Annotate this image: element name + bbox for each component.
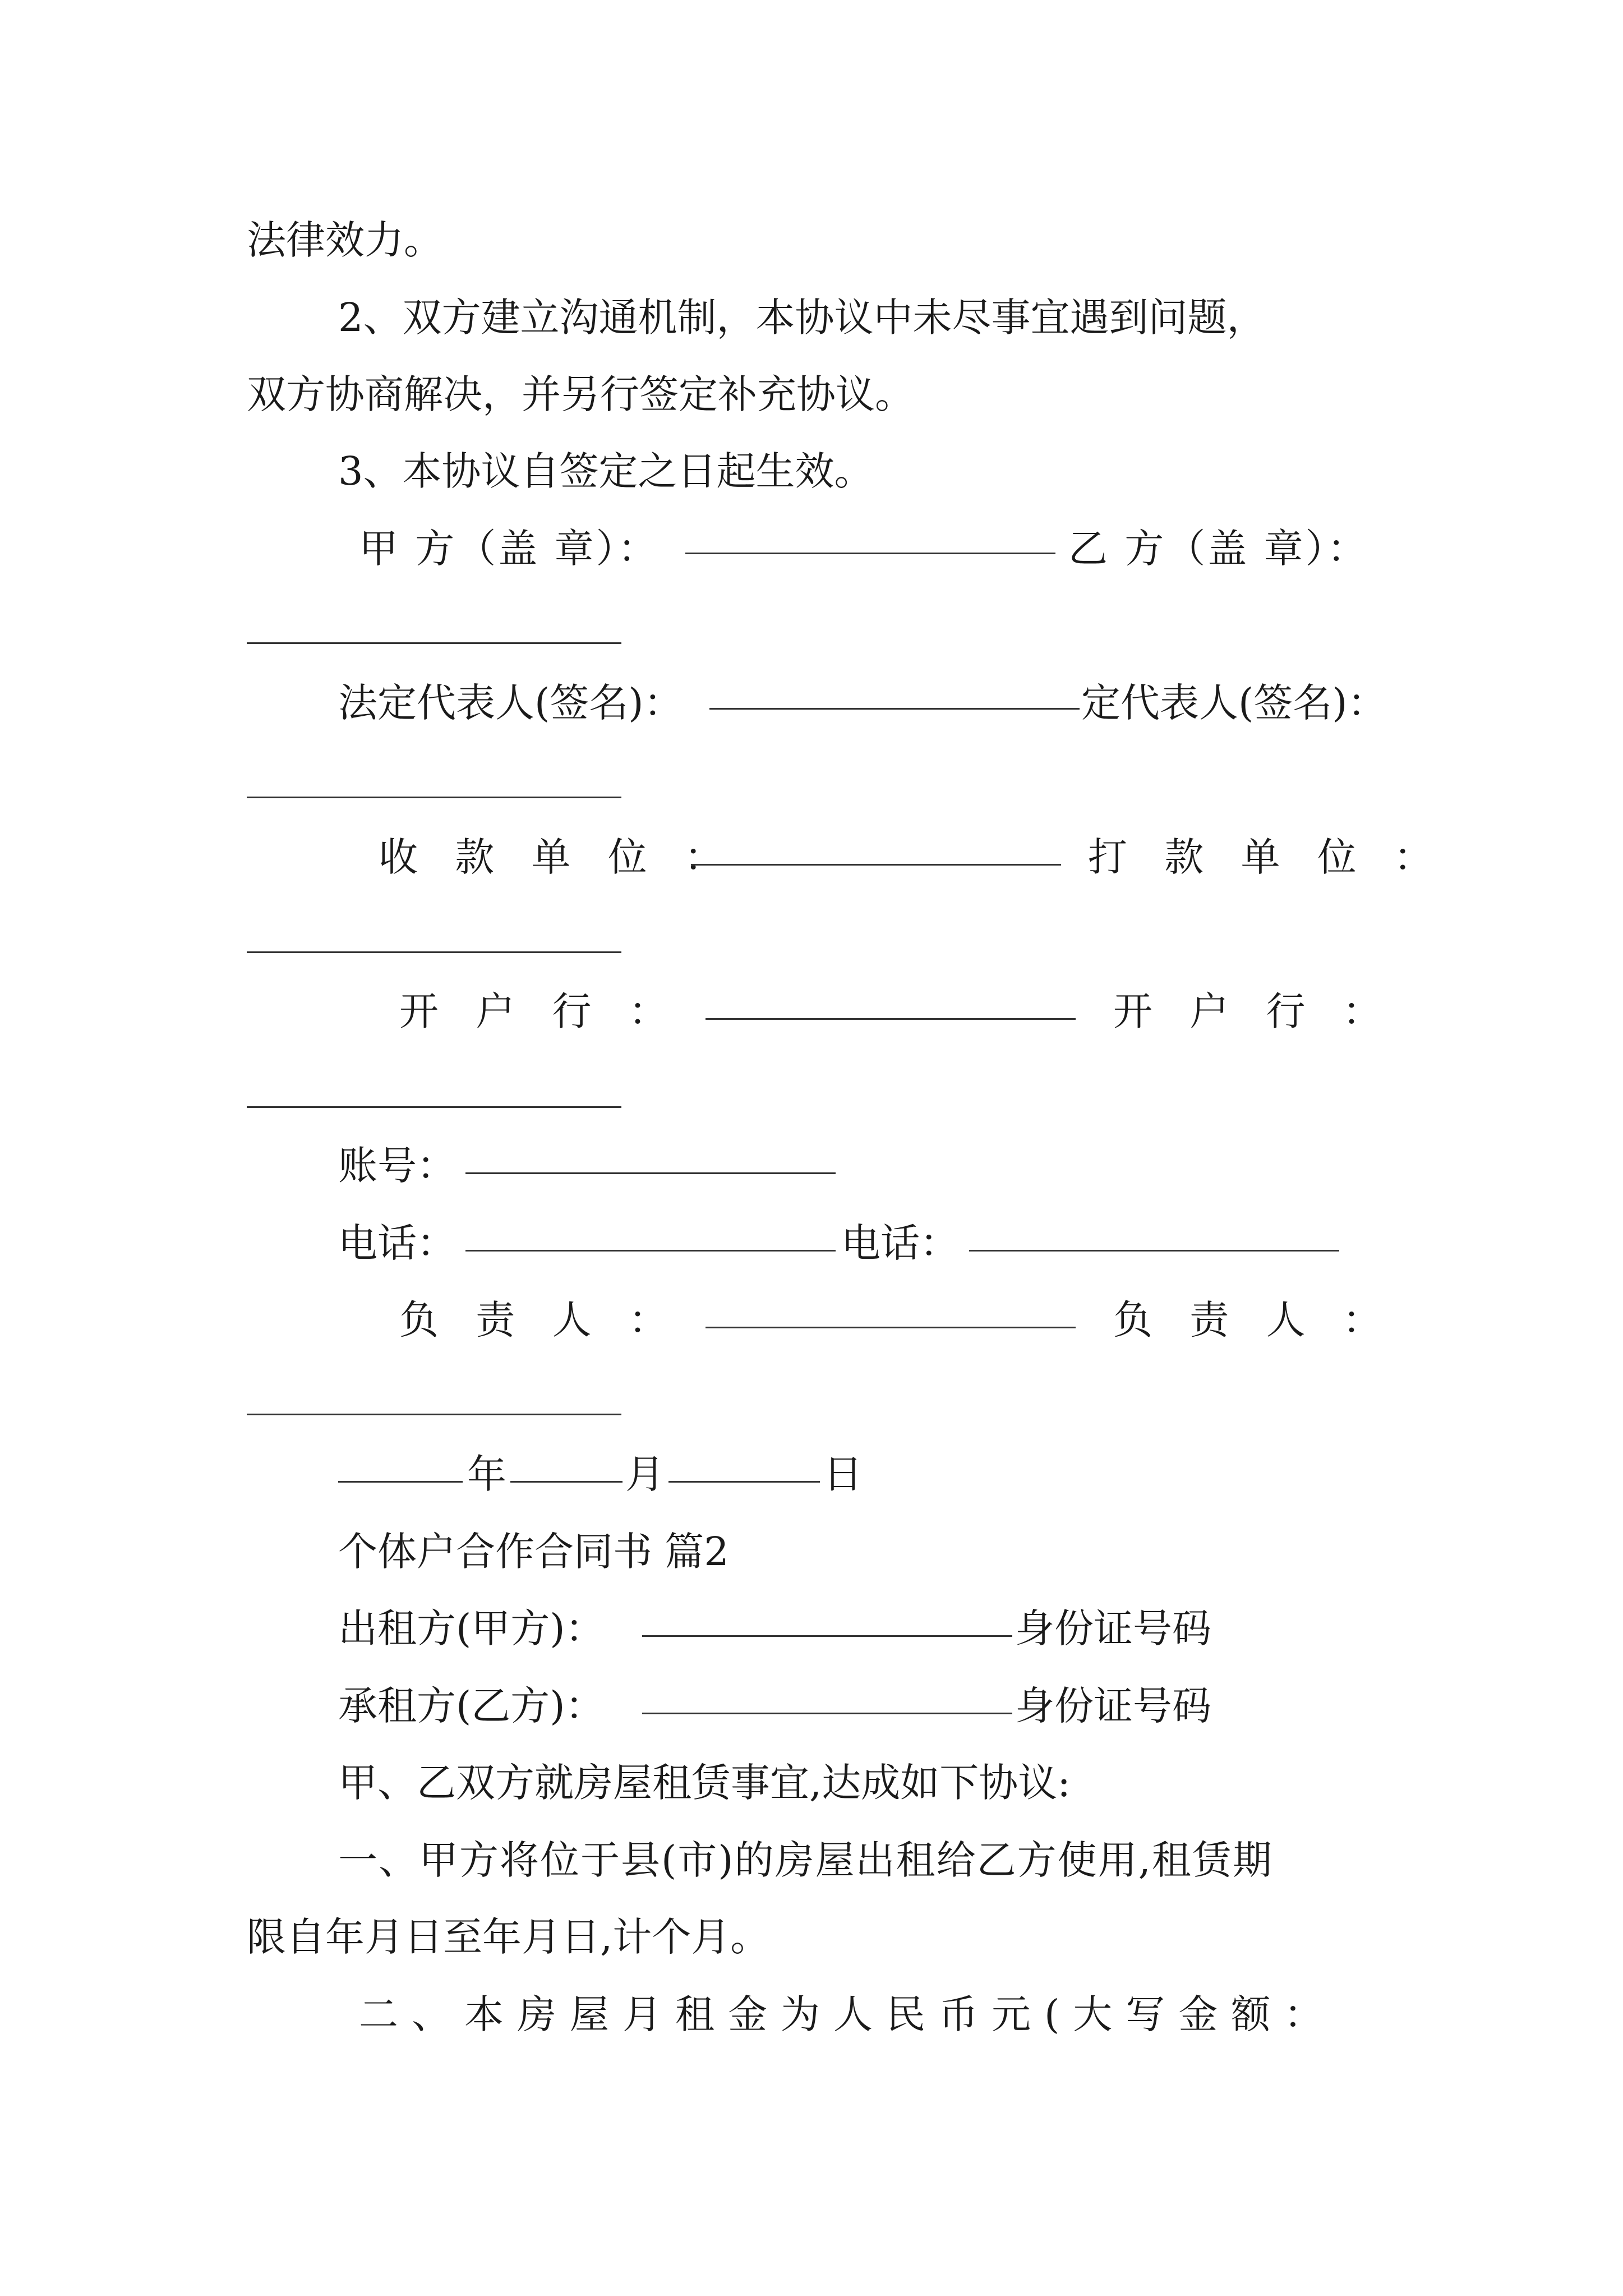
account-label: 账号： (338, 1143, 456, 1189)
phone-a-label: 电话： (338, 1220, 456, 1266)
legal-rep-b-label: 定代表人(签名)： (1081, 680, 1387, 726)
item-2-line-1: 二、本房屋月租金为人民币元(大写金额： (359, 1991, 1337, 2037)
party-b-seal-blank (247, 642, 621, 644)
lessor-id-label: 身份证号码 (1015, 1605, 1211, 1651)
person-a-label: 负 责 人 ： (399, 1297, 680, 1343)
clause-2-line-2: 双方协商解决，并另行签定补充协议。 (247, 371, 914, 417)
clause-3: 3、本协议自签定之日起生效。 (338, 448, 874, 494)
lessee-label: 承租方(乙方)： (338, 1683, 605, 1729)
lessor-label: 出租方(甲方)： (338, 1605, 605, 1651)
party-a-seal-blank (685, 553, 1055, 554)
payee-label: 收 款 单 位 ： (379, 834, 736, 880)
section-2-title: 个体户合作合同书 篇2 (338, 1529, 729, 1575)
phone-b-blank (969, 1250, 1339, 1251)
phone-a-blank (465, 1250, 836, 1251)
person-b-blank (247, 1414, 621, 1415)
paragraph-legal-effect: 法律效力。 (247, 217, 443, 263)
payee-blank (691, 864, 1061, 866)
date-year-label: 年 (467, 1451, 506, 1497)
bank-b-label: 开 户 行 ： (1113, 988, 1394, 1034)
account-blank (465, 1172, 836, 1174)
legal-rep-a-label: 法定代表人(签名)： (338, 680, 683, 726)
payer-blank (247, 951, 621, 953)
lessee-id-label: 身份证号码 (1015, 1683, 1211, 1729)
legal-rep-a-blank (709, 708, 1080, 710)
item-1-line-1: 一、甲方将位于县(市)的房屋出租给乙方使用,租赁期 (338, 1837, 1273, 1883)
date-month-label: 月 (625, 1451, 665, 1497)
party-b-seal-label: 乙 方（盖 章）： (1068, 526, 1369, 572)
date-month-blank (510, 1481, 623, 1483)
party-a-seal-label: 甲 方（盖 章）： (359, 526, 660, 572)
lessor-blank (642, 1635, 1012, 1637)
person-a-blank (706, 1327, 1076, 1328)
item-1-line-2: 限自年月日至年月日,计个月。 (247, 1914, 770, 1960)
bank-a-blank (706, 1018, 1076, 1020)
clause-2-line-1: 2、双方建立沟通机制，本协议中未尽事宜遇到问题， (338, 295, 1266, 341)
date-day-blank (668, 1481, 820, 1483)
date-year-blank (338, 1481, 463, 1483)
person-b-label: 负 责 人 ： (1113, 1297, 1394, 1343)
bank-a-label: 开 户 行 ： (399, 988, 680, 1034)
date-day-label: 日 (823, 1451, 863, 1497)
agreement-intro: 甲、乙双方就房屋租赁事宜,达成如下协议: (338, 1760, 1071, 1806)
phone-b-label: 电话： (841, 1220, 959, 1266)
bank-b-blank (247, 1106, 621, 1108)
payer-label: 打 款 单 位 ： (1088, 834, 1446, 880)
legal-rep-b-blank (247, 797, 621, 798)
lessee-blank (642, 1713, 1012, 1714)
